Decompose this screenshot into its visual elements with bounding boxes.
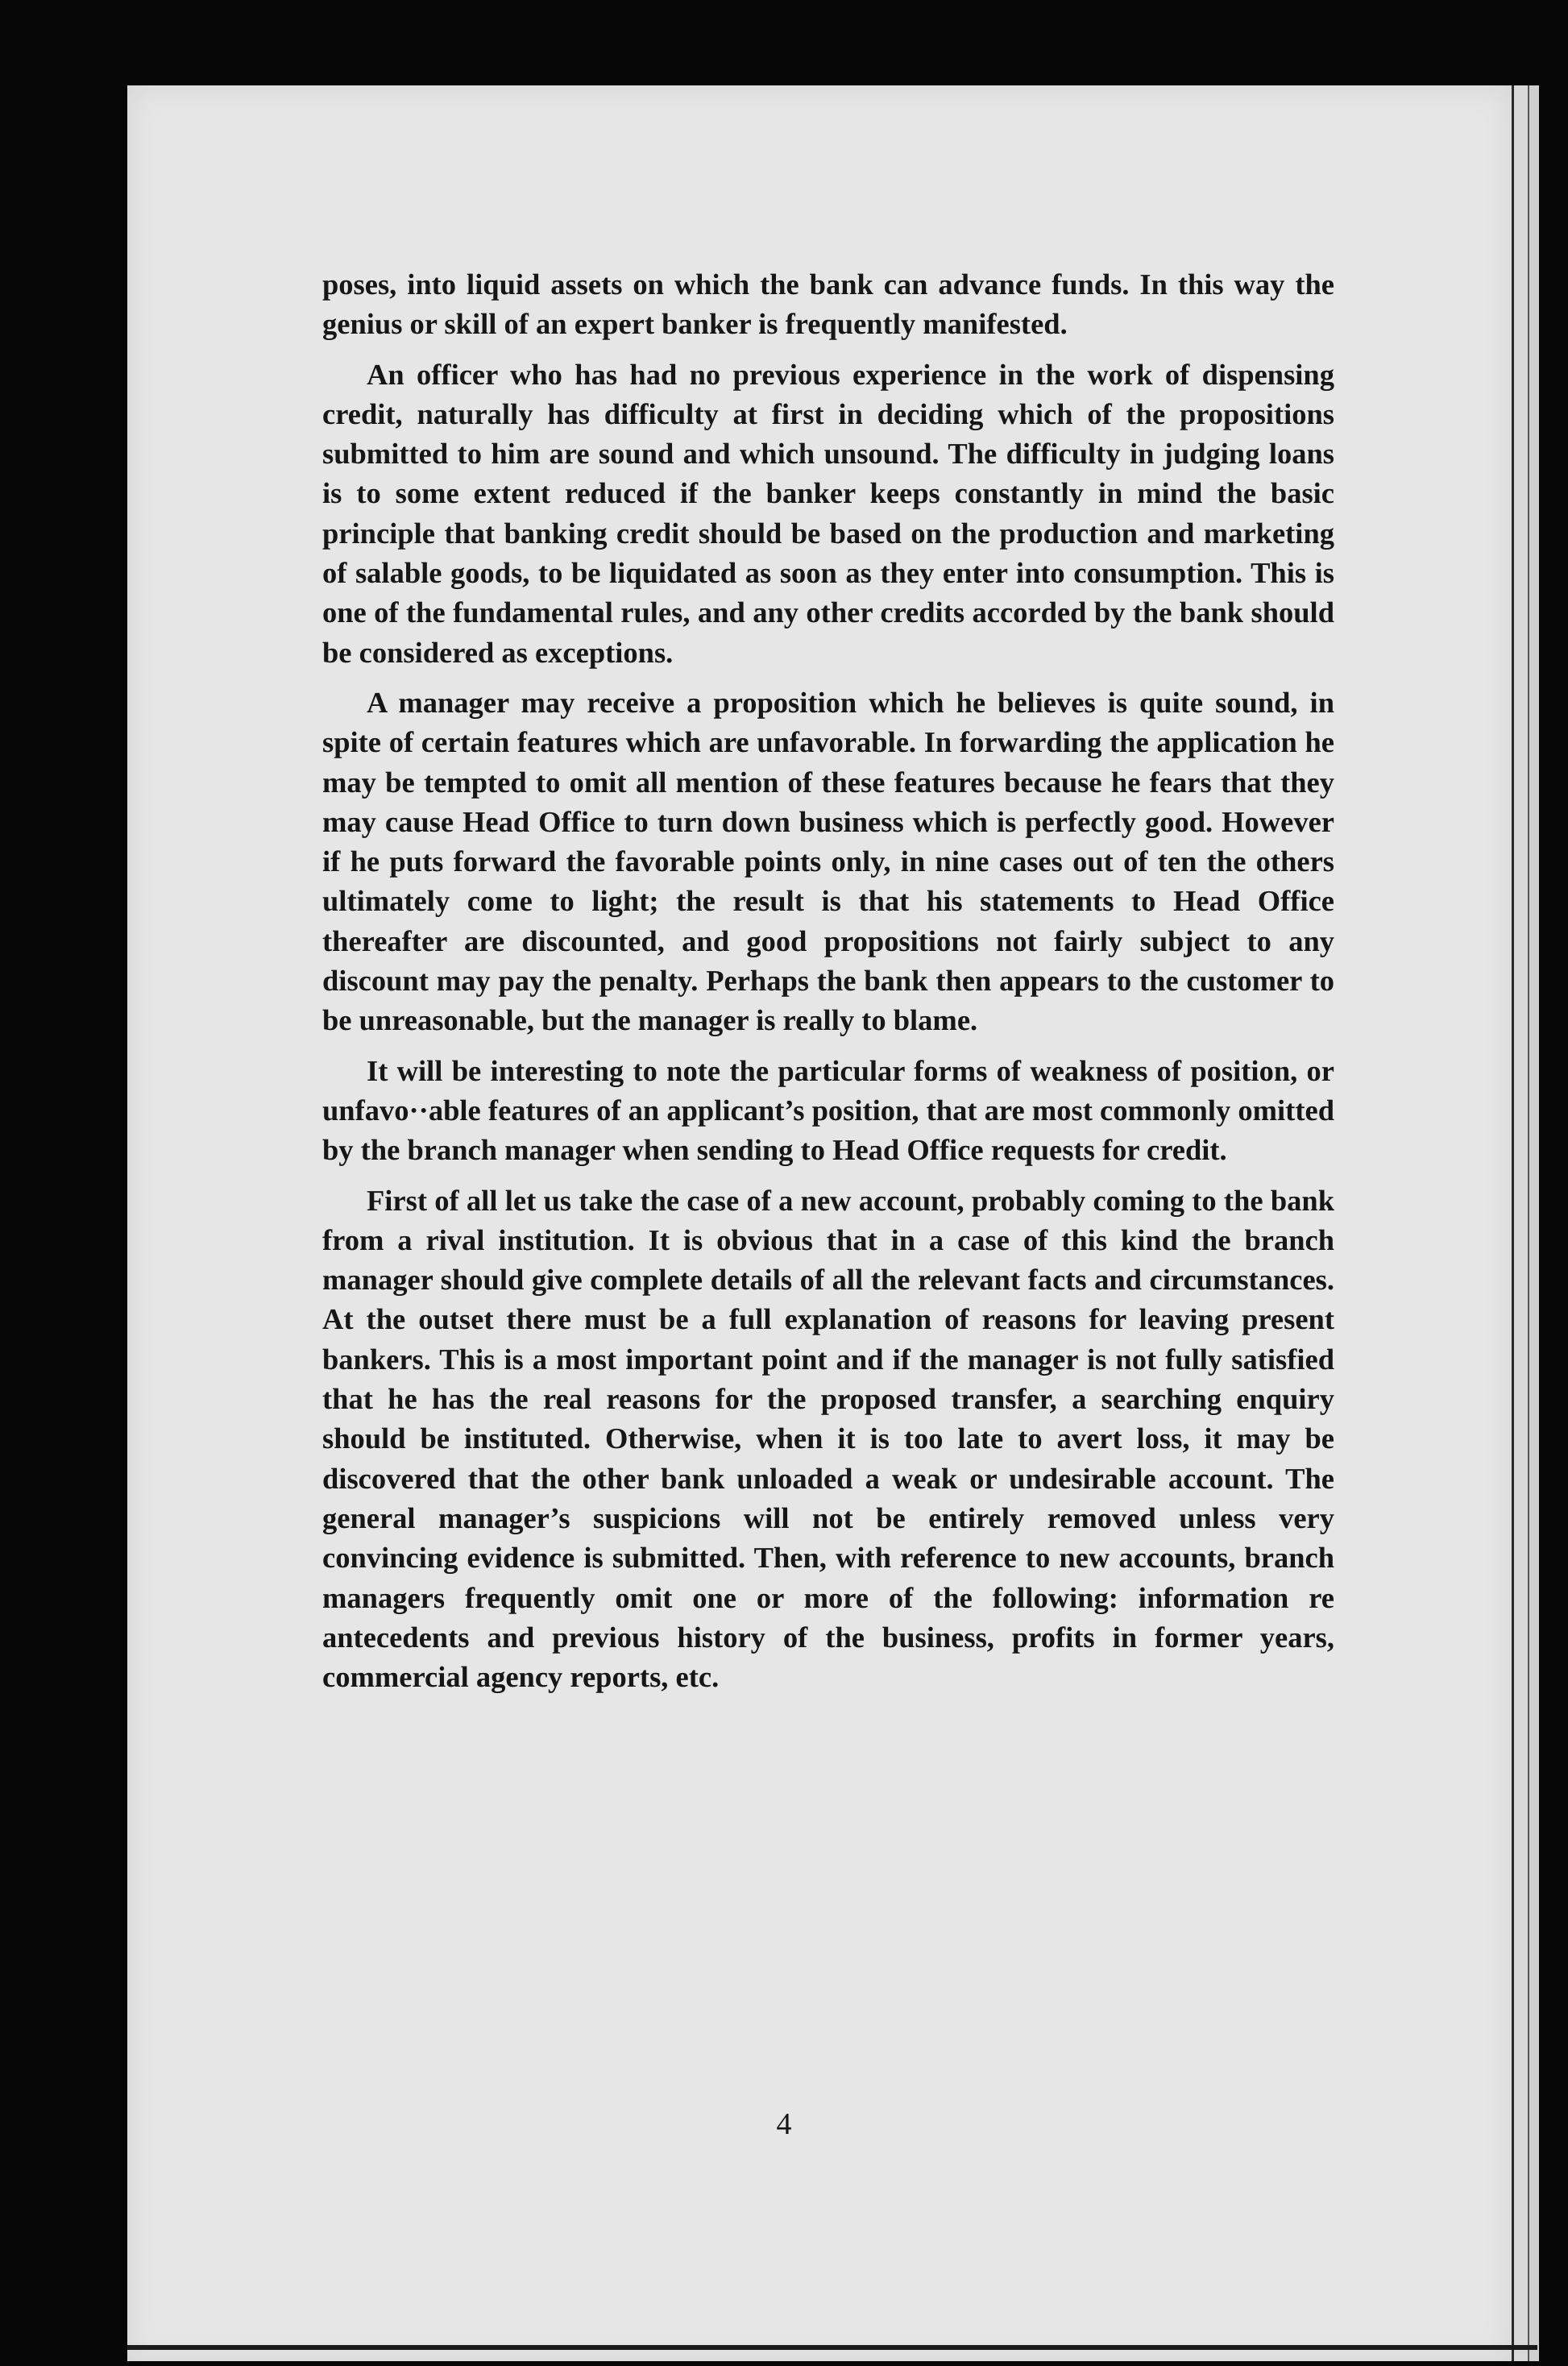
paragraph-continuation: poses, into liquid assets on which the bank can advance funds. In this way the genius or skill of an expert banker is frequently manifested. xyxy=(322,268,1334,341)
paragraph-officer-experience: An officer who has had no previous experience in the work of dispensing credit, naturally has difficulty at first in deciding which of the propositions submitted to him are sound and which unsound. The difficulty in judging loans is to some extent reduced if the banker keeps constantly in mind the basic principle that banking credit should be based on the production and marketing of salable goods, to be liquidated as soon as they enter into consumption. This is one of the fundamental rules, and any other credits accorded by the bank should be considered as exceptions. xyxy=(322,357,1334,669)
page-number: 4 xyxy=(776,2107,792,2141)
paragraph-weakness-forms: It will be interesting to note the particular forms of weakness of position, or unfavo··able features of an applicant’s position, that are most commonly omitted by the branch manager when sending to Head Office requests for credit. xyxy=(322,1053,1334,1167)
paragraph-manager-proposition: A manager may receive a proposition which he believes is quite sound, in spite of certain features which are unfavorable. In forwarding the application he may be tempted to omit all mention of these features because he fears that they may cause Head Office to turn down business which is perfectly good. However if he puts forward the favorable points only, in nine cases out of ten the others ultimately come to light; the result is that his statements to Head Office thereafter are discounted, and good propositions not fairly subject to any discount may pay the penalty. Perhaps the bank then appears to the customer to be unreasonable, but the manager is really to blame. xyxy=(322,685,1334,1037)
body-text xyxy=(322,264,1334,1707)
page-bottom-edge xyxy=(127,2345,1537,2350)
paragraph-new-account: First of all let us take the case of a new account, probably coming to the bank from a rival institution. It is obvious that in a case of this kind the branch manager should give complete details of all the relevant facts and circumstances. At the outset there must be a full explanation of reasons for leaving present bankers. This is a most important point and if the manager is not fully satisfied that he has the real reasons for the proposed transfer, a searching enquiry should be instituted. Otherwise, when it is too late to avert loss, it may be discovered that the other bank unloaded a weak or undesirable account. The general manager’s suspicions will not be entirely removed unless very convincing evidence is submitted. Then, with reference to new accounts, branch managers frequently omit one or more of the following: information re antecedents and previous history of the business, profits in former years, commercial agency reports, etc. xyxy=(322,1183,1334,1694)
next-page-edge-outer xyxy=(1528,85,1539,2361)
